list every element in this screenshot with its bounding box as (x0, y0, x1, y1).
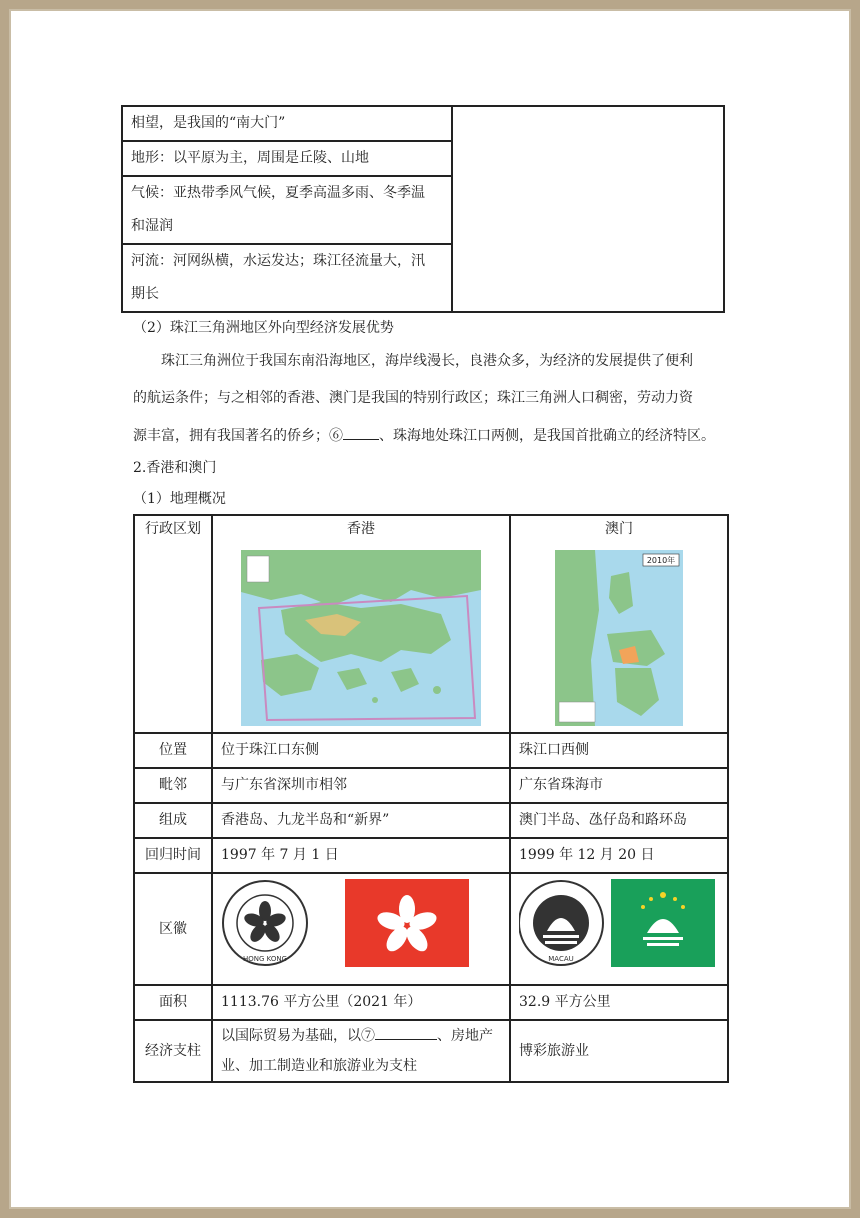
hk-location: 位于珠江口东侧 (212, 733, 510, 768)
mo-emblem-text: MACAU (548, 954, 574, 963)
hk-composition: 香港岛、九龙半岛和“新界” (212, 803, 510, 838)
hk-economy: 以国际贸易为基础，以⑦ 、房地产 业、加工制造业和旅游业为支柱 (212, 1020, 510, 1082)
hk-emblem-cell (212, 873, 510, 985)
header-division: 行政区划 (134, 515, 212, 733)
hk-return-date: 1997 年 7 月 1 日 (212, 838, 510, 873)
mo-emblem (519, 881, 603, 965)
mo-emblem-and-flag (519, 875, 719, 971)
document-page (11, 11, 849, 1207)
row-label-composition: 组成 (134, 803, 212, 838)
section-heading: （2）珠江三角洲地区外向型经济发展优势 (133, 320, 394, 336)
row-label-emblem: 区徽 (134, 873, 212, 985)
paragraph-line-2: 的航运条件；与之相邻的香港、澳门是我国的特别行政区；珠江三角洲人口稠密，劳动力资 (133, 390, 693, 406)
page-frame (9, 9, 851, 1209)
pearl-river-delta-table (121, 105, 725, 313)
answer-blank-6[interactable] (343, 425, 379, 440)
subheading-geography: （1）地理概况 (133, 491, 226, 507)
hk-neighbor: 与广东省深圳市相邻 (212, 768, 510, 803)
mo-economy: 博彩旅游业 (510, 1020, 728, 1082)
hk-emblem-text: HONG KONG (242, 954, 288, 963)
hk-emblem-and-flag (221, 875, 501, 971)
table-row-climate: 气候：亚热带季风气候，夏季高温多雨、冬季温 和湿润 (122, 176, 452, 244)
mo-location: 珠江口西侧 (510, 733, 728, 768)
hk-area: 1113.76 平方公里（2021 年） (212, 985, 510, 1020)
row-label-area: 面积 (134, 985, 212, 1020)
hk-macau-table (133, 514, 729, 1083)
mo-return-date: 1999 年 12 月 20 日 (510, 838, 728, 873)
hong-kong-map (241, 550, 481, 726)
row-label-location: 位置 (134, 733, 212, 768)
hk-emblem (223, 881, 307, 965)
mo-area: 32.9 平方公里 (510, 985, 728, 1020)
row-label-neighbor: 毗邻 (134, 768, 212, 803)
hk-flag (345, 879, 469, 967)
macau-map-year: 2010年 (646, 556, 676, 565)
macau-map (555, 550, 683, 726)
row-label-return-date: 回归时间 (134, 838, 212, 873)
mo-composition: 澳门半岛、氹仔岛和路环岛 (510, 803, 728, 838)
heading-hk-macau: 2.香港和澳门 (133, 460, 217, 476)
mo-neighbor: 广东省珠海市 (510, 768, 728, 803)
mo-flag (611, 879, 715, 967)
row-label-economy: 经济支柱 (134, 1020, 212, 1082)
table-row-location: 相望，是我国的“南大门” (122, 106, 452, 141)
mo-emblem-cell (510, 873, 728, 985)
header-macau: 澳门 2010年 (510, 515, 728, 733)
blank-cell (452, 106, 724, 312)
paragraph-line-3: 源丰富，拥有我国著名的侨乡；⑥ 、珠海地处珠江口两侧，是我国首批确立的经济特区。 (133, 425, 715, 446)
header-hk: 香港 (212, 515, 510, 733)
table-row-terrain: 地形：以平原为主，周围是丘陵、山地 (122, 141, 452, 176)
table-row-river: 河流：河网纵横，水运发达；珠江径流量大，汛 期长 (122, 244, 452, 312)
paragraph-line-1: 珠江三角洲位于我国东南沿海地区，海岸线漫长，良港众多，为经济的发展提供了便利 (161, 353, 693, 369)
answer-blank-7[interactable] (375, 1025, 437, 1040)
